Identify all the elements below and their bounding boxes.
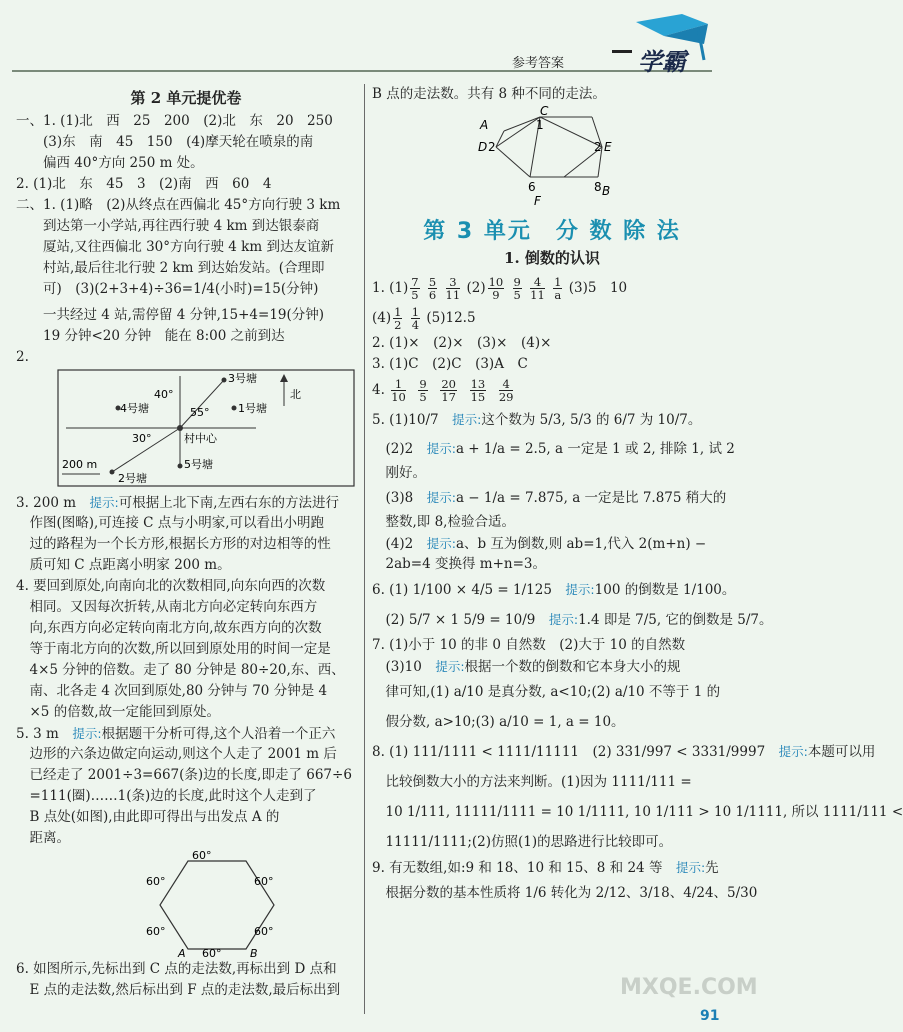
left-column xyxy=(16,88,356,1001)
map-label: 55° xyxy=(190,406,210,419)
answer-5-3: (3)8 提示:a − 1/a = 7.875, a 一定是比 7.875 稍大的 xyxy=(372,490,727,506)
text-line: 相同。又因每次折转,从南北方向必定转向东西方 xyxy=(16,599,318,615)
map-label: 40° xyxy=(154,388,174,401)
map-label: 北 xyxy=(290,388,301,401)
svg-text:8: 8 xyxy=(594,180,602,194)
text-line: B 点的走法数。共有 8 种不同的走法。 xyxy=(372,86,606,102)
fraction: $\frac{10}{9}$ xyxy=(488,274,504,302)
text-line: 一、1. (1)北 西 25 200 (2)北 东 20 250 xyxy=(16,113,333,129)
text-line: 厦站,又往西偏北 30°方向行驶 4 km 到达友谊新 xyxy=(16,239,334,255)
hint-label: 提示: xyxy=(72,726,102,741)
page-header xyxy=(0,0,750,76)
fraction: $\frac{1}{a}$ xyxy=(554,274,562,302)
text-line: 比较倒数大小的方法来判断。(1)因为 1111/111 = xyxy=(372,774,692,790)
svg-text:F: F xyxy=(534,194,541,208)
text-line: 3. 200 m 提示:可根据上北下南,左西右东的方法进行 xyxy=(16,495,340,511)
answer-5-2: (2)2 提示:a + 1/a = 2.5, a 一定是 1 或 2, 排除 1, 试 2 xyxy=(372,441,735,457)
svg-text:C: C xyxy=(540,104,549,118)
svg-text:学霸: 学霸 xyxy=(638,48,686,76)
map-label: 2号塘 xyxy=(118,472,147,485)
svg-text:2: 2 xyxy=(594,140,602,154)
text-line: 偏西 40°方向 250 m 处。 xyxy=(16,155,204,171)
fraction: $\frac{5}{6}$ xyxy=(428,274,437,302)
answer-1: 1. (1) $\frac{7}{5}$ $\frac{5}{6}$ $\frac{3}{11}$ (2) $\frac{10}{9}$ $\frac{9}{5}$ $\frac{4}{11}$ $\frac{1}{a}$ (3)5 10 xyxy=(372,274,628,302)
text-line: 4×5 分钟的倍数。走了 80 分钟是 80÷20,东、西、 xyxy=(16,662,345,678)
answer-7-3: (3)10 提示:根据一个数的倒数和它本身大小的规 xyxy=(372,659,681,675)
svg-text:E: E xyxy=(604,140,612,154)
svg-text:A: A xyxy=(480,118,489,132)
svg-text:B: B xyxy=(250,947,258,960)
text-line: 5. 3 m 提示:根据题干分析可得,这个人沿着一个正六 xyxy=(16,726,336,742)
map-label: 1号塘 xyxy=(238,402,267,415)
map-label: 30° xyxy=(132,432,152,445)
answer-5-4: (4)2 提示:a、b 互为倒数,则 ab=1,代入 2(m+n) − xyxy=(372,536,707,552)
answer-5-1: 5. (1)10/7 提示:这个数为 5/3, 5/3 的 6/7 为 10/7。 xyxy=(372,412,702,428)
village-map-diagram xyxy=(56,368,356,488)
left-lines-a xyxy=(16,111,356,368)
page-number: 91 xyxy=(700,1008,720,1024)
watermark: MXQE.COM xyxy=(620,975,758,1000)
fraction: $\frac{3}{11}$ xyxy=(445,274,461,302)
path-count-diagram xyxy=(474,105,624,209)
text-line: 2. (1)北 东 45 3 (2)南 西 60 4 xyxy=(16,176,272,192)
text-line: 边形的六条边做定向运动,则这个人走了 2001 m 后 xyxy=(16,746,337,762)
answer-6-2: (2) 5/7 × 1 5/9 = 10/9 提示:1.4 即是 7/5, 它的倒数是 5/7。 xyxy=(372,612,773,628)
column-divider xyxy=(364,84,365,1014)
section-title: 1. 倒数的认识 xyxy=(504,249,600,267)
xueba-logo xyxy=(612,14,712,76)
fraction: $\frac{7}{5}$ xyxy=(411,274,419,302)
text-line: B 点处(如图),由此即可得出与出发点 A 的 xyxy=(16,809,280,825)
map-label: 4号塘 xyxy=(120,402,149,415)
answer-3: 3. (1)C (2)C (3)A C xyxy=(372,356,528,372)
svg-text:60°: 60° xyxy=(202,947,222,960)
text-line: 作图(图略),可连接 C 点与小明家,可以看出小明跑 xyxy=(16,515,325,531)
hint-label: 提示: xyxy=(89,495,119,510)
text-line: 质可知 C 点距离小明家 200 m。 xyxy=(16,557,231,573)
header-rule xyxy=(12,70,712,72)
text-line: E 点的走法数,然后标出到 F 点的走法数,最后标出到 xyxy=(16,982,341,998)
text-line: 2ab=4 变换得 m+n=3。 xyxy=(372,556,546,572)
answer-1b: (4) $\frac{1}{2}$ $\frac{1}{4}$ (5)12.5 xyxy=(372,304,476,332)
answer-4: 4. $\frac{1}{10}$ $\frac{9}{5}$ $\frac{20}{17}$ $\frac{13}{15}$ $\frac{4}{29}$ xyxy=(372,376,514,404)
answer-6-1: 6. (1) 1/100 × 4/5 = 1/125 提示:100 的倒数是 1/100。 xyxy=(372,582,736,598)
text-line: 南、北各走 4 次回到原处,80 分钟与 70 分钟是 4 xyxy=(16,683,328,699)
text-line: 律可知,(1) a/10 是真分数, a<10;(2) a/10 不等于 1 的 xyxy=(372,684,721,700)
svg-text:2: 2 xyxy=(488,140,496,154)
fraction: $\frac{4}{11}$ xyxy=(530,274,545,302)
text-line: 可) (3)(2+3+4)÷36=1/4(小时)=15(分钟) xyxy=(16,281,319,297)
text-line: 19 分钟<20 分钟 能在 8:00 之前到达 xyxy=(16,328,285,344)
svg-text:60°: 60° xyxy=(146,925,166,938)
text-line: 等于南北方向的次数,所以回到原处用的时间一定是 xyxy=(16,641,331,657)
text-line: 刚好。 xyxy=(372,465,426,481)
svg-text:60°: 60° xyxy=(254,875,274,888)
text-line: 距离。 xyxy=(16,830,70,846)
svg-text:A: A xyxy=(178,947,186,960)
svg-text:B: B xyxy=(602,184,611,198)
svg-text:60°: 60° xyxy=(192,849,212,862)
map-label: 5号塘 xyxy=(184,458,213,471)
hexagon-diagram xyxy=(146,849,296,959)
fraction: $\frac{9}{5}$ xyxy=(513,274,521,302)
text-line: 假分数, a>10;(3) a/10 = 1, a = 10。 xyxy=(372,714,625,730)
text-line: 一共经过 4 站,需停留 4 分钟,15+4=19(分钟) xyxy=(16,307,325,323)
text-line: 向,东西方向必定转向南北方向,故东西方向的次数 xyxy=(16,620,322,636)
answer-8: 8. (1) 111/1111 < 1111/11111 (2) 331/997 < 3331/9997 提示:本题可以用 xyxy=(372,744,876,760)
right-column xyxy=(372,84,903,908)
answer-2: 2. (1)× (2)× (3)× (4)× xyxy=(372,335,552,351)
left-lines-b xyxy=(16,492,356,849)
text-line: 6. 如图所示,先标出到 C 点的走法数,再标出到 D 点和 xyxy=(16,961,337,977)
text-line: 10 1/111, 11111/1111 = 10 1/1111, 10 1/111 > 10 1/1111, 所以 1111/111 < xyxy=(372,804,903,820)
unit2-title: 第 2 单元提优卷 xyxy=(130,89,242,107)
text-line: (3)东 南 45 150 (4)摩天轮在喷泉的南 xyxy=(16,134,314,150)
text-line: 已经走了 2001÷3=667(条)边的长度,即走了 667÷6 xyxy=(16,767,352,783)
map-scale-label: 200 m xyxy=(62,458,98,471)
text-line: 村站,最后往北行驶 2 km 到达始发站。(合理即 xyxy=(16,260,325,276)
svg-text:6: 6 xyxy=(528,180,536,194)
map-label: 村中心 xyxy=(184,432,217,445)
svg-text:60°: 60° xyxy=(254,925,274,938)
text-line: 到达第一小学站,再往西行驶 4 km 到达银泰商 xyxy=(16,218,320,234)
text-line: 11111/1111;(2)仿照(1)的思路进行比较即可。 xyxy=(372,834,673,850)
text-line: 二、1. (1)略 (2)从终点在西偏北 45°方向行驶 3 km xyxy=(16,197,341,213)
svg-text:60°: 60° xyxy=(146,875,166,888)
text-line: ×5 的倍数,故一定能回到原处。 xyxy=(16,704,220,720)
unit3-title: 第 3 单元 分 数 除 法 xyxy=(423,219,681,244)
svg-text:1: 1 xyxy=(536,118,544,132)
text-line: =111(圈)……1(条)边的长度,此时这个人走到了 xyxy=(16,788,317,804)
svg-text:D: D xyxy=(478,140,488,154)
text-line: 整数,即 8,检验合适。 xyxy=(372,514,515,530)
header-label: 参考答案 xyxy=(512,56,565,71)
text-line: 4. 要回到原处,向南向北的次数相同,向东向西的次数 xyxy=(16,578,326,594)
text-line: 过的路程为一个长方形,根据长方形的对边相等的性 xyxy=(16,536,331,552)
text-line: 根据分数的基本性质将 1/6 转化为 2/12、3/18、4/24、5/30 xyxy=(372,885,758,901)
answer-9: 9. 有无数组,如:9 和 18、10 和 15、8 和 24 等 提示:先 xyxy=(372,860,719,876)
answer-7: 7. (1)小于 10 的非 0 自然数 (2)大于 10 的自然数 xyxy=(372,637,686,653)
text-line: 2. xyxy=(16,349,29,365)
map-label: 3号塘 xyxy=(228,372,257,385)
